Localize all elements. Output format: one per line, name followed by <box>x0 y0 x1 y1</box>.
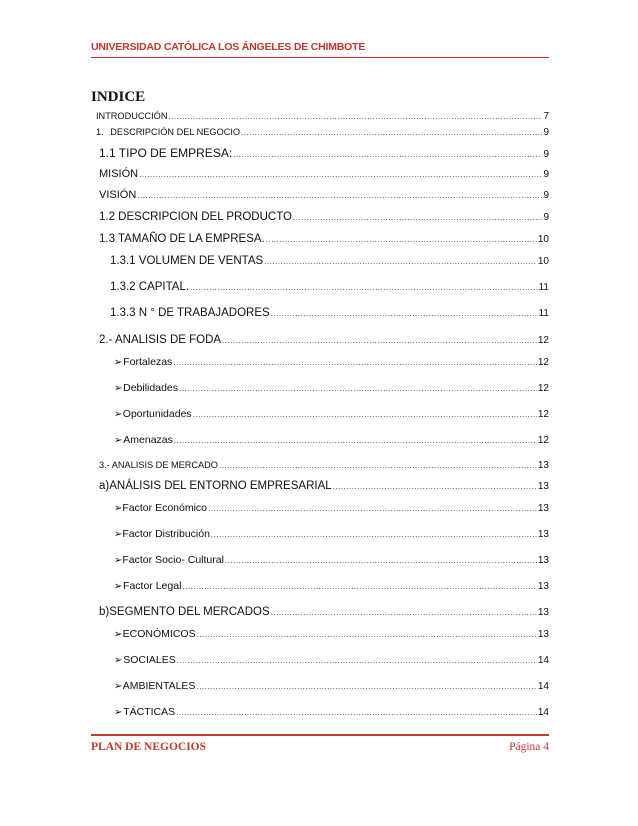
toc-leader-dots <box>271 608 537 617</box>
toc-entry-page: 7 <box>543 111 549 122</box>
toc-entry-label: 1.2 DESCRIPCION DEL PRODUCTO <box>99 211 292 223</box>
toc-entry[interactable] <box>114 580 549 592</box>
toc-entry[interactable] <box>114 654 549 666</box>
toc-entry-label: 2.- ANALISIS DE FODA <box>99 334 222 346</box>
toc-leader-dots <box>139 170 542 179</box>
footer-rule <box>91 734 549 736</box>
toc-entry-number: 1. <box>96 127 104 137</box>
page-number: Página 4 <box>509 741 549 753</box>
arrow-bullet-icon: ➢ <box>114 409 123 420</box>
arrow-bullet-icon: ➢ <box>114 655 123 666</box>
toc-entry[interactable] <box>114 356 549 368</box>
toc-entry-label: Factor Legal <box>123 580 182 592</box>
toc-entry[interactable] <box>110 281 549 293</box>
toc-entry-page: 13 <box>537 503 549 514</box>
toc-leader-dots <box>219 461 537 470</box>
arrow-bullet-icon: ➢ <box>114 581 123 592</box>
toc-entry-page: 12 <box>537 383 549 394</box>
toc-entry-page: 13 <box>537 529 549 540</box>
arrow-bullet-icon: ➢ <box>114 503 123 514</box>
toc-leader-dots <box>233 150 542 159</box>
toc-entry-page: 12 <box>537 409 549 420</box>
toc-leader-dots <box>197 630 537 639</box>
toc-entry[interactable] <box>114 554 549 566</box>
toc-entry-label: SEGMENTO DEL MERCADOS <box>109 606 270 618</box>
arrow-bullet-icon: ➢ <box>114 357 123 368</box>
toc-entry-label: ECONÓMICOS <box>122 628 196 640</box>
toc-entry[interactable] <box>110 307 549 319</box>
toc-entry-page: 13 <box>537 481 549 492</box>
arrow-bullet-icon: ➢ <box>114 629 123 640</box>
toc-leader-dots <box>179 384 537 393</box>
toc-leader-dots <box>182 582 536 591</box>
toc-leader-dots <box>174 436 537 445</box>
toc-entry-page: 9 <box>543 190 549 201</box>
toc-leader-dots <box>293 213 542 222</box>
toc-leader-dots <box>173 358 537 367</box>
toc-entry-page: 13 <box>537 607 549 618</box>
toc-leader-dots <box>208 504 537 513</box>
toc-leader-dots <box>222 336 537 345</box>
toc-leader-dots <box>168 112 542 121</box>
arrow-bullet-icon: ➢ <box>114 681 123 692</box>
toc-entry[interactable] <box>99 233 549 245</box>
toc-entry-page: 11 <box>538 282 549 293</box>
toc-entry[interactable] <box>99 606 549 618</box>
toc-leader-dots <box>271 309 538 318</box>
toc-entry[interactable] <box>99 480 549 492</box>
toc-leader-dots <box>333 482 537 491</box>
toc-entry-label: VISIÓN <box>99 189 137 201</box>
toc-entry-label: SOCIALES <box>123 654 176 666</box>
toc-entry[interactable] <box>114 408 549 420</box>
toc-entry-page: 9 <box>543 127 549 138</box>
toc-entry[interactable] <box>114 382 549 394</box>
toc-entry-page: 12 <box>537 435 549 446</box>
toc-entry-label: Amenazas <box>123 434 173 446</box>
toc-entry-page: 10 <box>537 256 549 267</box>
toc-entry-label: Factor Socio- Cultural <box>122 554 224 566</box>
toc-entry-label: MISIÓN <box>99 168 139 180</box>
toc-heading: INDICE <box>91 89 146 105</box>
toc-entry-number: a) <box>99 480 110 492</box>
toc-entry-label: Oportunidades <box>122 408 192 420</box>
arrow-bullet-icon: ➢ <box>114 707 123 718</box>
toc-entry-page: 10 <box>537 234 549 245</box>
toc-entry[interactable] <box>114 528 549 540</box>
toc-entry[interactable] <box>96 127 549 138</box>
toc-entry[interactable] <box>99 168 549 180</box>
toc-entry-label: 1.3.1 VOLUMEN DE VENTAS <box>110 255 264 267</box>
toc-entry[interactable] <box>99 460 549 471</box>
toc-leader-dots <box>225 556 537 565</box>
toc-entry-page: 13 <box>537 555 549 566</box>
toc-entry[interactable] <box>96 111 549 122</box>
toc-leader-dots <box>177 656 537 665</box>
toc-leader-dots <box>266 235 537 244</box>
toc-leader-dots <box>137 191 542 200</box>
document-header-title: UNIVERSIDAD CATÓLICA LOS ÁNGELES DE CHIMBOTE <box>91 41 366 53</box>
toc-leader-dots <box>196 682 536 691</box>
toc-entry[interactable] <box>114 502 549 514</box>
toc-entry-page: 9 <box>543 212 549 223</box>
arrow-bullet-icon: ➢ <box>114 529 123 540</box>
toc-entry-label: Factor Económico <box>122 502 208 514</box>
toc-entry-label: 1.3 TAMAÑO DE LA EMPRESA. <box>99 233 265 245</box>
toc-leader-dots <box>193 410 537 419</box>
arrow-bullet-icon: ➢ <box>114 383 123 394</box>
toc-leader-dots <box>241 128 542 137</box>
toc-entry[interactable] <box>114 680 549 692</box>
toc-entry-label: 1.3.3 N ° DE TRABAJADORES <box>110 307 270 319</box>
toc-entry[interactable] <box>99 146 549 160</box>
toc-leader-dots <box>211 530 537 539</box>
toc-entry-page: 9 <box>543 169 549 180</box>
toc-entry-page: 14 <box>537 681 549 692</box>
toc-entry-label: TÁCTICAS <box>123 706 176 718</box>
arrow-bullet-icon: ➢ <box>114 435 123 446</box>
toc-entry-page: 13 <box>537 581 549 592</box>
toc-leader-dots <box>264 257 537 266</box>
toc-entry-label: AMBIENTALES <box>122 680 196 692</box>
toc-entry-label: 1.1 TIPO DE EMPRESA: <box>99 146 233 160</box>
toc-entry[interactable] <box>99 211 549 223</box>
toc-entry[interactable] <box>114 628 549 640</box>
toc-entry-label: INTRODUCCIÓN <box>96 111 168 121</box>
toc-entry-page: 12 <box>537 335 549 346</box>
footer-title: PLAN DE NEGOCIOS <box>91 741 207 753</box>
toc-entry-page: 13 <box>537 629 549 640</box>
toc-entry[interactable] <box>99 334 549 346</box>
toc-entry-page: 14 <box>537 707 549 718</box>
arrow-bullet-icon: ➢ <box>114 555 123 566</box>
toc-entry-label: 3.- ANALISIS DE MERCADO <box>99 460 218 470</box>
toc-leader-dots <box>176 708 537 717</box>
toc-entry-page: 14 <box>537 655 549 666</box>
toc-entry-page: 11 <box>538 308 549 319</box>
toc-entry-label: Factor Distribución <box>122 528 210 540</box>
toc-entry-label: DESCRIPCIÓN DEL NEGOCIO <box>110 127 241 137</box>
toc-entry-page: 12 <box>537 357 549 368</box>
toc-entry-label: 1.3.2 CAPITAL. <box>110 281 190 293</box>
toc-entry-label: Debilidades <box>123 382 178 394</box>
toc-leader-dots <box>190 283 538 292</box>
toc-entry[interactable] <box>114 706 549 718</box>
toc-entry[interactable] <box>99 189 549 201</box>
toc-entry-number: b) <box>99 606 110 618</box>
toc-entry-page: 9 <box>543 149 549 160</box>
toc-entry-label: ANÁLISIS DEL ENTORNO EMPRESARIAL <box>109 480 332 492</box>
toc-entry[interactable] <box>110 255 549 267</box>
toc-entry-label: Fortalezas <box>123 356 173 368</box>
toc-entry-page: 13 <box>537 460 549 471</box>
toc-entry[interactable] <box>114 434 549 446</box>
